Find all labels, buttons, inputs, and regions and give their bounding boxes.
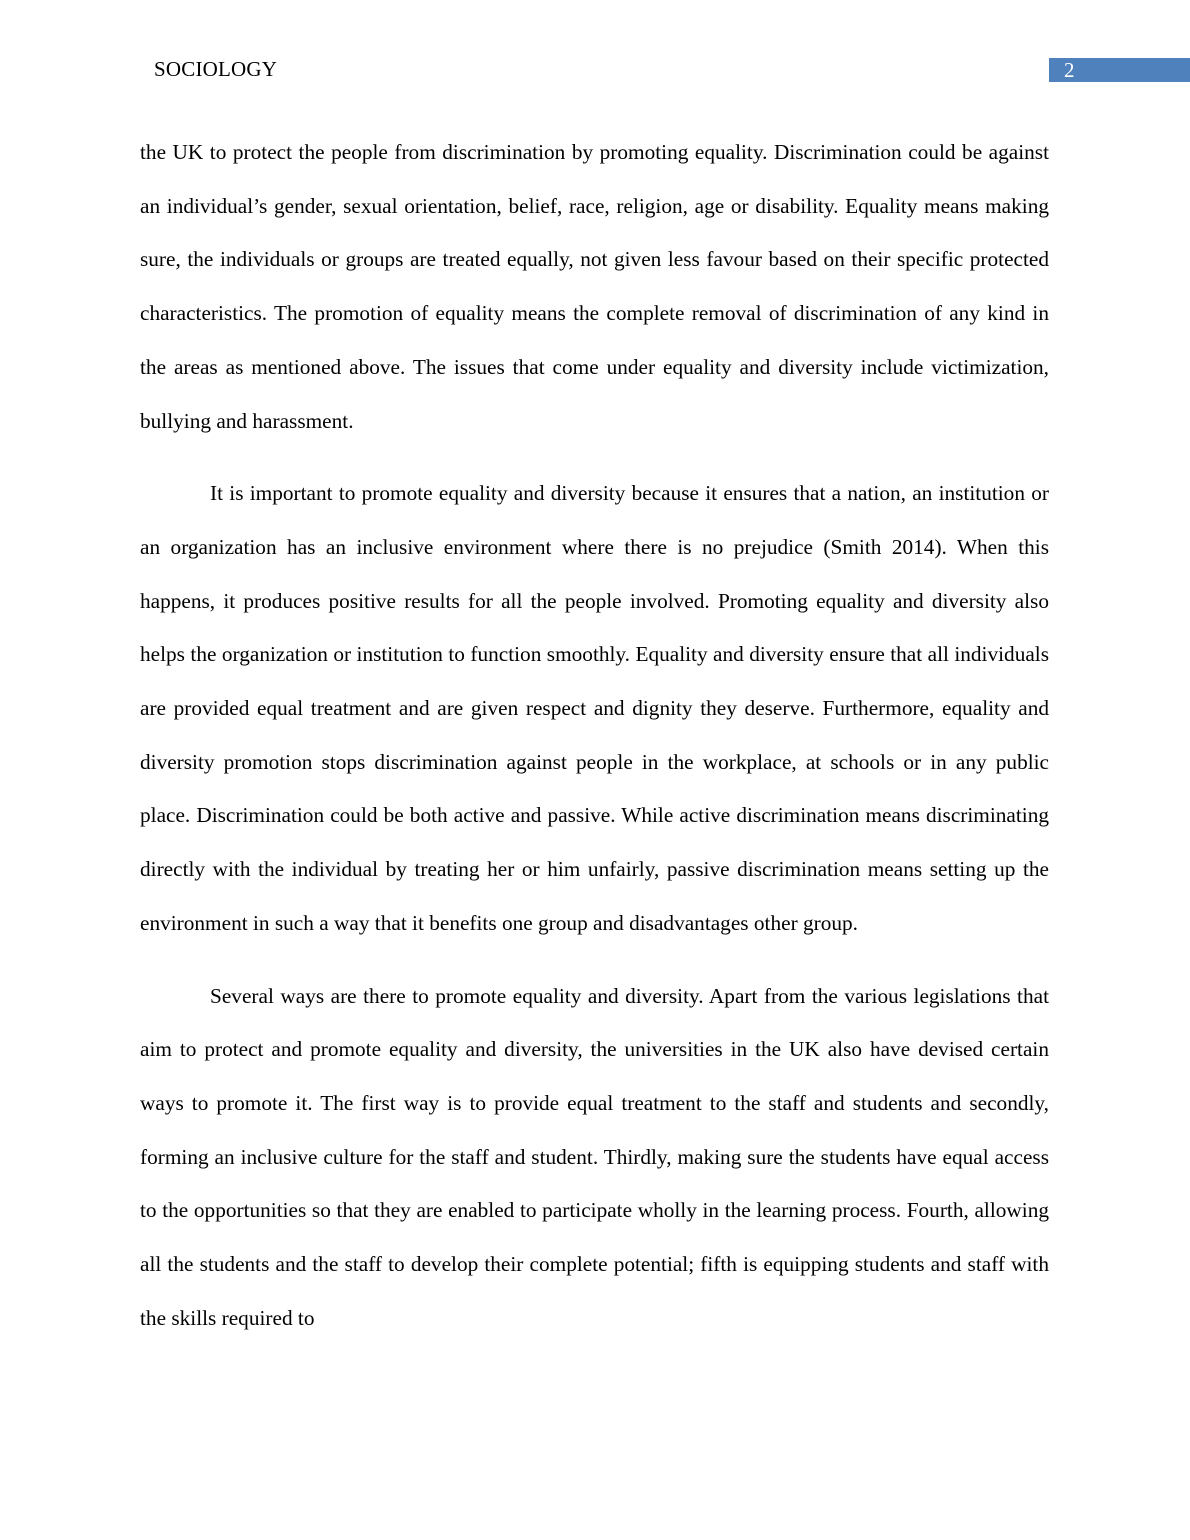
paragraph-ways-to-promote: Several ways are there to promote equality and diversity. Apart from the various legislations that aim to protect and promote equality and diversity, the universities in the UK also have devised certain ways to promote it. The first way is to provide equal treatment to the staff and students and secondly, forming an inclusive culture for the staff and student. Thirdly, making sure the students have equal access to the opportunities so that they are enabled to participate wholly in the learning process. Fourth, allowing all the students and the staff to develop their complete potential; fifth is equipping students and staff with the skills required to: [140, 983, 1049, 1330]
paragraph-continuation: the UK to protect the people from discrimination by promoting equality. Discrimination could be against an individual’s gender, sexual orientation, belief, race, religion, age or disability. Equality means making sure, the individuals or groups are treated equally, not given less favour based on their specific protected characteristics. The promotion of equality means the complete removal of discrimination of any kind in the areas as mentioned above. The issues that come under equality and diversity include victimization, bullying and harassment.: [140, 140, 1049, 433]
page-number: 2: [1064, 58, 1075, 82]
running-header-title: SOCIOLOGY: [154, 57, 278, 81]
document-body: [140, 126, 1049, 1364]
page-number-badge: [1049, 58, 1190, 82]
paragraph-importance: It is important to promote equality and diversity because it ensures that a nation, an institution or an organization has an inclusive environment where there is no prejudice (Smith 2014). When this happens, it produces positive results for all the people involved. Promoting equality and diversity also helps the organization or institution to function smoothly. Equality and diversity ensure that all individuals are provided equal treatment and are given respect and dignity they deserve. Furthermore, equality and diversity promotion stops discrimination against people in the workplace, at schools or in any public place. Discrimination could be both active and passive. While active discrimination means discriminating directly with the individual by treating her or him unfairly, passive discrimination means setting up the environment in such a way that it benefits one group and disadvantages other group.: [140, 481, 1049, 935]
